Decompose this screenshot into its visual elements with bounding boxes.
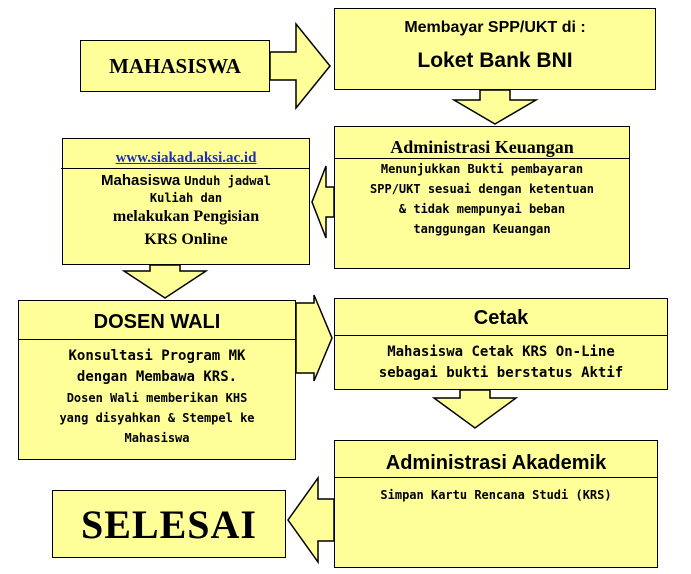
- cetak-line-2: sebagai bukti berstatus Aktif: [378, 365, 624, 381]
- selesai-label: SELESAI: [81, 502, 257, 547]
- akademik-title: Administrasi Akademik: [385, 452, 607, 474]
- keuangan-line-1: Menunjukkan Bukti pembayaran: [380, 162, 584, 176]
- siakad-url[interactable]: www.siakad.aksi.ac.id: [115, 150, 257, 166]
- cetak-line-1: Mahasiswa Cetak KRS On-Line: [387, 344, 615, 360]
- dosen-line-2: yang disyahkan & Stempel ke: [59, 411, 255, 425]
- bank-line1: Membayar SPP/UKT di :: [404, 19, 586, 36]
- dosen-line-3: Mahasiswa: [124, 431, 190, 445]
- dosen-title: DOSEN WALI: [93, 311, 221, 333]
- dosen-line-1: Dosen Wali memberikan KHS: [66, 391, 248, 405]
- keuangan-line-3: & tidak mempunyai beban: [398, 202, 566, 216]
- keuangan-line-2: SPP/UKT sesuai dengan ketentuan: [370, 182, 594, 196]
- cetak-title: Cetak: [473, 307, 529, 329]
- siakad-line1-rest: Unduh jadwal: [184, 174, 271, 188]
- dosen-bold-line-2: dengan Membawa KRS.: [76, 369, 238, 385]
- akademik-line: Simpan Kartu Rencana Studi (KRS): [380, 488, 612, 502]
- siakad-line-4: KRS Online: [144, 231, 228, 248]
- bank-line2: Loket Bank BNI: [417, 49, 573, 72]
- keuangan-line-4: tanggungan Keuangan: [413, 222, 551, 236]
- siakad-line1-bold: Mahasiswa: [101, 172, 181, 189]
- mahasiswa-label: MAHASISWA: [109, 54, 241, 78]
- selesai-box: [52, 490, 286, 558]
- siakad-line-3: melakukan Pengisian: [112, 208, 260, 225]
- keuangan-title: Administrasi Keuangan: [390, 137, 574, 157]
- dosen-bold-line-1: Konsultasi Program MK: [68, 348, 246, 364]
- siakad-line-2: Kuliah dan: [149, 191, 223, 205]
